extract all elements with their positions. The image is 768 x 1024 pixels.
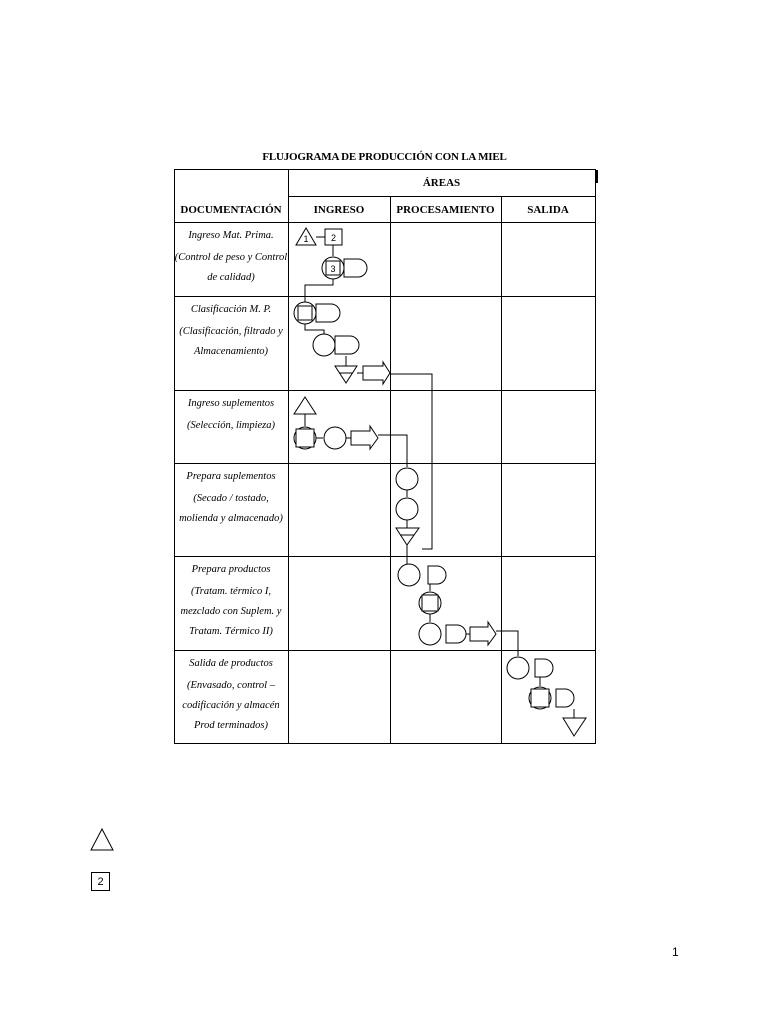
arrow-symbol (351, 426, 378, 449)
legend-triangle-icon (91, 829, 113, 850)
delay-symbol (428, 566, 446, 584)
arrow-symbol (470, 622, 496, 645)
square-symbol (422, 595, 438, 611)
delay-symbol (556, 689, 574, 707)
triangle-number: 1 (303, 234, 309, 244)
page-number: 1 (672, 945, 679, 959)
square-number: 2 (330, 233, 337, 243)
inverted-triangle-symbol (396, 528, 419, 545)
row-label: Prepara suplementos (186, 471, 276, 482)
row-detail: (Clasificación, filtrado y Almacenamiento) (179, 326, 283, 357)
flowchart-title: FLUJOGRAMA DE PRODUCCIÓN CON LA MIEL (262, 151, 507, 163)
header-documentacion: DOCUMENTACIÓN (180, 204, 282, 216)
inverted-triangle-symbol (563, 718, 586, 736)
delay-symbol (344, 259, 367, 277)
row-detail: (Envasado, control – codificación y almacén Prod terminados) (182, 680, 280, 731)
circle-symbol (507, 657, 529, 679)
row-detail: (Secado / tostado, molienda y almacenado) (179, 493, 283, 524)
connector-line (390, 374, 432, 549)
delay-symbol (446, 625, 466, 643)
circle-symbol (398, 564, 420, 586)
delay-symbol (316, 304, 340, 322)
row-label: Ingreso Mat. Prima. (188, 230, 274, 241)
legend-square-box: 2 (91, 872, 110, 891)
circle-symbol (396, 468, 418, 490)
connector-line (305, 279, 333, 302)
header-salida: SALIDA (527, 204, 569, 216)
row-detail: (Tratam. térmico I, mezclado con Suplem. y Tratam. Térmico II) (180, 586, 282, 637)
circle-symbol (324, 427, 346, 449)
square-symbol (298, 306, 312, 320)
connector-line (378, 435, 407, 467)
square-symbol (531, 689, 549, 707)
circle-box-number: 3 (330, 264, 336, 274)
row-detail: (Selección, limpieza) (186, 420, 276, 431)
delay-symbol (335, 336, 359, 354)
delay-symbol (535, 659, 553, 677)
header-areas: ÁREAS (422, 177, 461, 189)
row-label: Prepara productos (191, 564, 271, 575)
triangle-symbol (294, 397, 316, 414)
connector-line (305, 324, 324, 334)
circle-symbol (419, 623, 441, 645)
circle-symbol (396, 498, 418, 520)
row-label: Ingreso suplementos (187, 398, 275, 409)
circle-symbol (313, 334, 335, 356)
row-label: Salida de productos (189, 658, 273, 669)
header-ingreso: INGRESO (313, 204, 365, 216)
header-procesamiento: PROCESAMIENTO (396, 204, 495, 216)
row-label: Clasificación M. P. (190, 304, 272, 315)
square-symbol (296, 429, 314, 447)
row-detail: (Control de peso y Control de calidad) (174, 252, 288, 283)
connector-line (496, 631, 518, 656)
arrow-symbol (363, 362, 390, 384)
inverted-triangle-symbol (335, 366, 357, 383)
